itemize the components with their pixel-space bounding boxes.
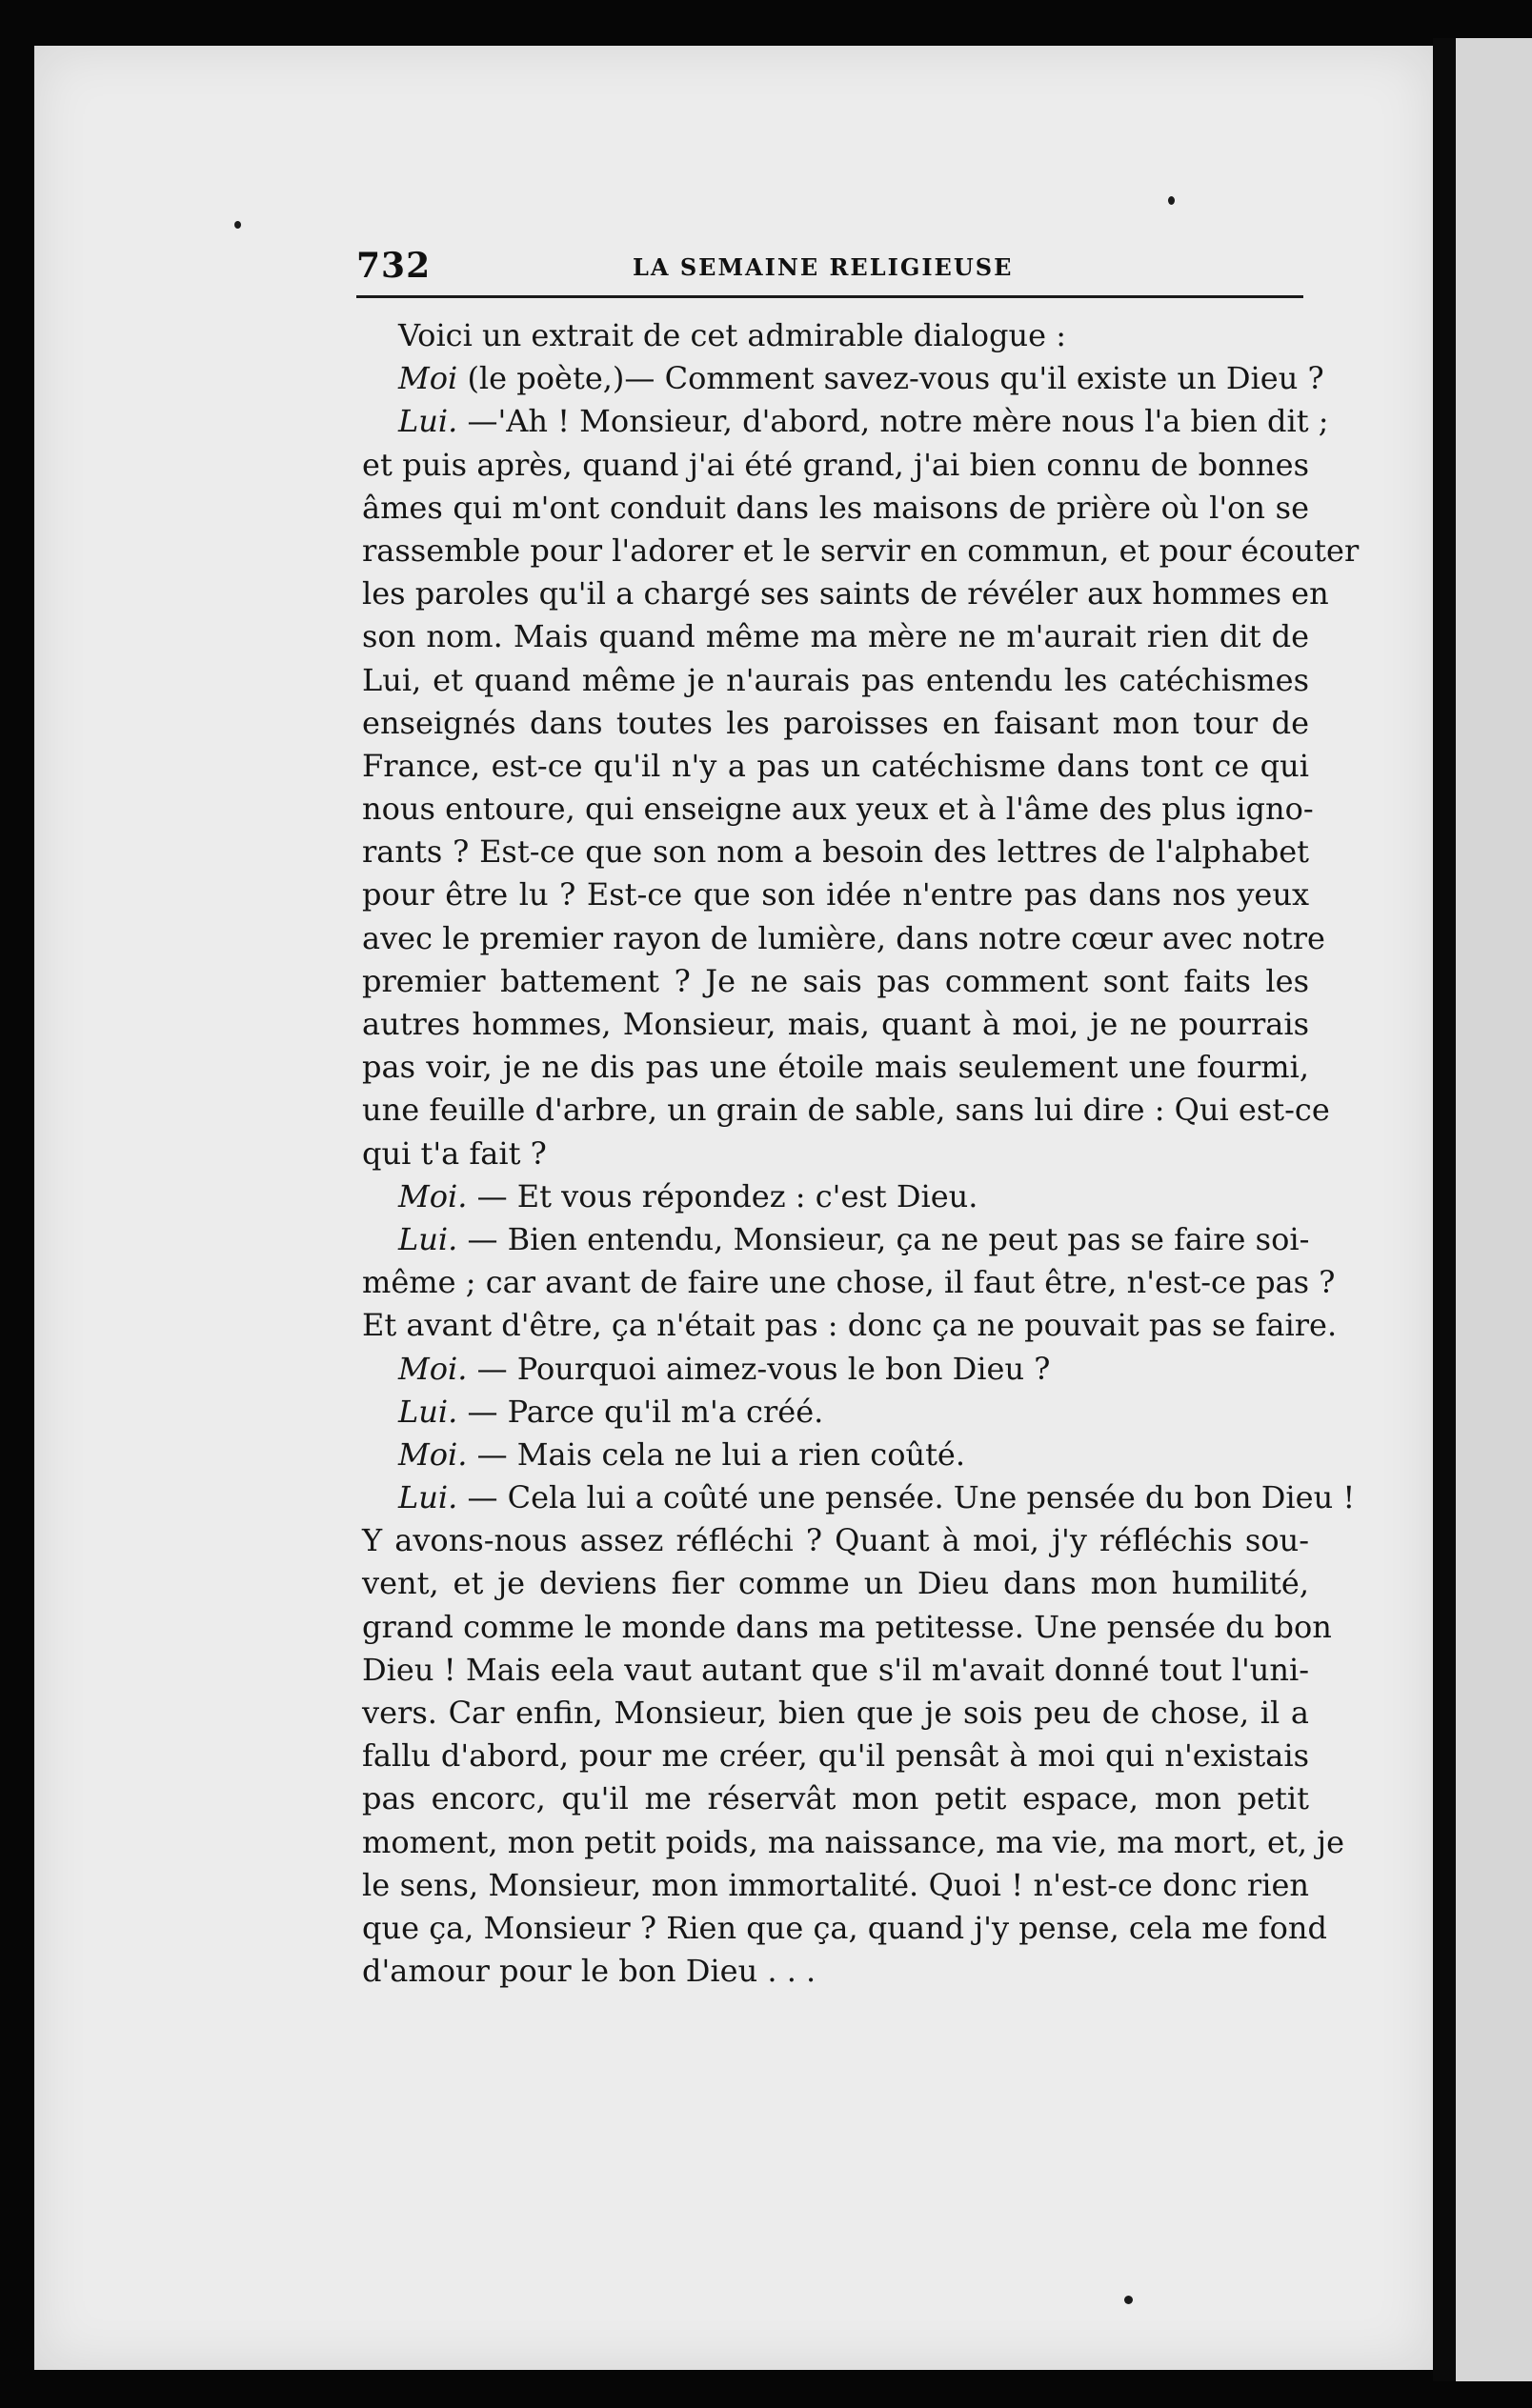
text-line: que ça, Monsieur ? Rien que ça, quand j'y pense, cela me fond	[362, 1909, 1327, 1946]
speaker-label: Moi.	[398, 1177, 468, 1214]
dialogue-text	[362, 314, 1360, 1993]
dialogue-text-segment: — Mais cela ne lui a rien coûté.	[467, 1435, 966, 1473]
text-line: autres hommes, Monsieur, mais, quant à moi, je ne pourrais	[362, 1006, 1309, 1042]
text-line: et puis après, quand j'ai été grand, j'ai bien connu de bonnes	[362, 446, 1309, 483]
text-line: premier battement ? Je ne sais pas comment sont faits les	[362, 962, 1309, 999]
text-line: fallu d'abord, pour me créer, qu'il pensât à moi qui n'existais	[362, 1737, 1309, 1775]
text-line: qui t'a fait ?	[362, 1134, 547, 1172]
dialogue-text-segment: —'Ah ! Monsieur, d'abord, notre mère nous l'a bien dit ;	[457, 403, 1329, 440]
text-line: rants ? Est-ce que son nom a besoin des lettres de l'alphabet	[362, 833, 1309, 871]
dialogue-line	[362, 1391, 1309, 1434]
dialogue-line	[362, 1434, 1309, 1476]
text-line: enseignés dans toutes les paroisses en faisant mon tour de	[362, 704, 1309, 741]
dialogue-text-segment: — Parce qu'il m'a créé.	[457, 1393, 824, 1430]
text-line: moment, mon petit poids, ma naissance, ma vie, ma mort, et, je	[362, 1823, 1345, 1860]
dialogue-text-segment: — Pourquoi aimez-vous le bon Dieu ?	[467, 1350, 1051, 1387]
dialogue-line	[362, 1175, 1309, 1218]
text-line: vent, et je deviens fier comme un Dieu dans mon humilité,	[362, 1565, 1309, 1602]
speck-mark	[1124, 2296, 1133, 2304]
dialogue-text-segment: — Et vous répondez : c'est Dieu.	[467, 1177, 978, 1214]
speaker-label: Moi.	[398, 1350, 468, 1387]
text-line: pas voir, je ne dis pas une étoile mais seulement une fourmi,	[362, 1049, 1309, 1086]
text-line: pour être lu ? Est-ce que son idée n'entre pas dans nos yeux	[362, 876, 1309, 913]
speaker-label: Lui.	[398, 1479, 458, 1516]
text-line: nous entoure, qui enseigne aux yeux et à l'âme des plus igno-	[362, 791, 1314, 828]
text-line: même ; car avant de faire une chose, il faut être, n'est-ce pas ?	[362, 1264, 1336, 1301]
speaker-label: Lui.	[398, 1393, 458, 1430]
speaker-label: Moi	[398, 360, 458, 397]
speaker-label: Moi.	[398, 1435, 468, 1473]
text-line: Lui, et quand même je n'aurais pas entendu les catéchismes	[362, 661, 1309, 698]
text-line: une feuille d'arbre, un grain de sable, sans lui dire : Qui est-ce	[362, 1092, 1330, 1129]
text-line: le sens, Monsieur, mon immortalité. Quoi ! n'est-ce donc rien	[362, 1866, 1309, 1903]
text-line: grand comme le monde dans ma petitesse. Une pensée du bon	[362, 1608, 1332, 1645]
text-line: âmes qui m'ont conduit dans les maisons de prière où l'on se	[362, 489, 1309, 526]
intro-line: Voici un extrait de cet admirable dialogue :	[398, 317, 1066, 353]
dialogue-line	[362, 1476, 1356, 1519]
page-header	[356, 246, 1303, 295]
text-line: les paroles qu'il a chargé ses saints de révéler aux hommes en	[362, 575, 1329, 612]
text-line: pas encorc, qu'il me réservât mon petit espace, mon petit	[362, 1780, 1309, 1817]
text-line: Y avons-nous assez réfléchi ? Quant à moi, j'y réfléchis sou-	[362, 1522, 1309, 1559]
adjacent-page-edge	[1456, 38, 1532, 2381]
text-line: France, est-ce qu'il n'y a pas un catéchisme dans tont ce qui	[362, 747, 1309, 784]
header-rule	[356, 295, 1303, 298]
text-line: d'amour pour le bon Dieu . . .	[362, 1953, 816, 1990]
running-title: LA SEMAINE RELIGIEUSE	[633, 253, 1014, 281]
dialogue-text-segment: — Bien entendu, Monsieur, ça ne peut pas se faire soi-	[457, 1220, 1310, 1257]
text-line: Et avant d'être, ça n'était pas : donc ça ne pouvait pas se faire.	[362, 1307, 1338, 1344]
dialogue-line	[362, 1218, 1309, 1261]
speaker-label: Lui.	[398, 403, 458, 440]
speaker-label: Lui.	[398, 1220, 458, 1257]
dialogue-text-segment: — Cela lui a coûté une pensée. Une pensée du bon Dieu !	[457, 1479, 1356, 1516]
text-line: avec le premier rayon de lumière, dans notre cœur avec notre	[362, 919, 1325, 956]
dialogue-line	[362, 357, 1324, 400]
text-line: Dieu ! Mais eela vaut autant que s'il m'avait donné tout l'uni-	[362, 1651, 1309, 1688]
dialogue-text-segment: (le poète,)— Comment savez-vous qu'il existe un Dieu ?	[457, 360, 1324, 397]
page-number: 732	[356, 246, 432, 286]
text-line: rassemble pour l'adorer et le servir en commun, et pour écouter	[362, 532, 1360, 569]
speck-mark	[1168, 196, 1175, 205]
dialogue-line	[362, 1348, 1309, 1391]
speck-mark	[234, 221, 241, 229]
text-line: vers. Car enfin, Monsieur, bien que je sois peu de chose, il a	[362, 1695, 1309, 1731]
dialogue-line	[362, 400, 1329, 443]
page-gutter-shadow	[1433, 38, 1456, 2381]
text-line: son nom. Mais quand même ma mère ne m'aurait rien dit de	[362, 618, 1309, 655]
